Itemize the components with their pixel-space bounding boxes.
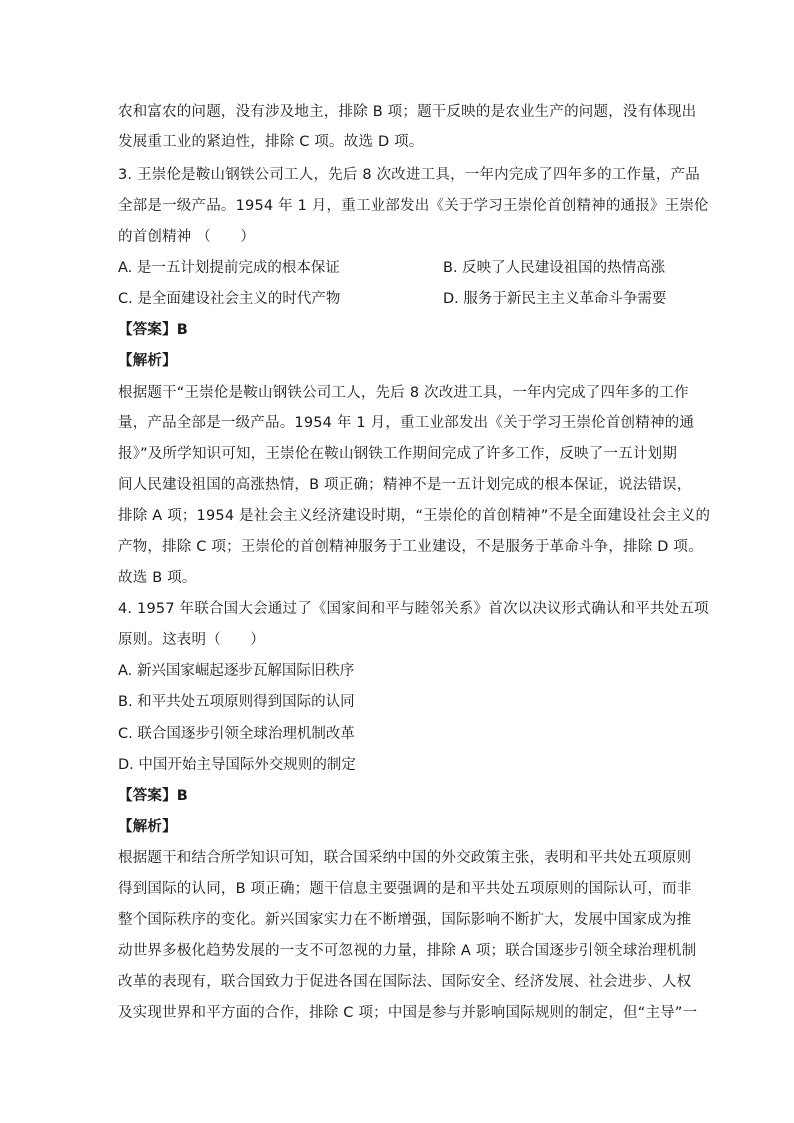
q3-stem-line-3: 的首创精神 （ ） [118, 229, 256, 245]
q3-analysis-line-1: 根据题干“王崇伦是鞍山钢铁公司工人，先后 8 次改进工具，一年内完成了四年多的工作 [118, 385, 689, 401]
q3-analysis-line-2: 量，产品全部是一级产品。1954 年 1 月，重工业部发出《关于学习王崇伦首创精神的通 [118, 415, 695, 431]
q4-option-c: C. 联合国逐步引领全球治理机制改革 [118, 726, 355, 742]
q3-analysis-line-3: 报》”及所学知识可知，王崇伦在鞍山钢铁工作期间完成了许多工作，反映了一五计划期 [118, 446, 678, 462]
q4-analysis-line-6: 及实现世界和平方面的合作，排除 C 项；中国是参与并影响国际规则的制定，但“主导”一 [118, 1005, 698, 1021]
q3-analysis-line-6: 产物，排除 C 项；王崇伦的首创精神服务于工业建设，不是服务于革命斗争，排除 D 项。 [118, 539, 703, 555]
q4-analysis-line-5: 改革的表现有，联合国致力于促进各国在国际法、国际安全、经济发展、社会进步、人权 [118, 974, 692, 990]
q4-analysis-line-4: 动世界多极化趋势发展的一支不可忽视的力量，排除 A 项；联合国逐步引领全球治理机制 [118, 943, 697, 959]
q3-analysis-line-5: 排除 A 项；1954 是社会主义经济建设时期，“王崇伦的首创精神”不是全面建设社会主义的 [118, 508, 711, 524]
intro-line-1: 农和富农的问题，没有涉及地主，排除 B 项；题干反映的是农业生产的问题，没有体现出 [118, 104, 697, 120]
q3-option-d: D. 服务于新民主主义革命斗争需要 [443, 291, 667, 307]
q3-stem-line-2: 全部是一级产品。1954 年 1 月，重工业部发出《关于学习王崇伦首创精神的通报》王崇伦 [118, 198, 709, 214]
q4-option-b: B. 和平共处五项原则得到国际的认同 [118, 694, 355, 710]
q4-analysis-line-1: 根据题干和结合所学知识可知，联合国采纳中国的外交政策主张，表明和平共处五项原则 [118, 850, 692, 866]
q3-analysis-label: 【解析】 [118, 353, 177, 369]
q4-stem-line-2: 原则。这表明（ ） [118, 632, 265, 648]
q3-analysis-line-7: 故选 B 项。 [118, 570, 197, 586]
q3-option-c: C. 是全面建设社会主义的时代产物 [118, 291, 341, 307]
q3-answer: 【答案】B [118, 322, 189, 338]
q3-stem-line-1: 3. 王崇伦是鞍山钢铁公司工人，先后 8 次改进工具，一年内完成了四年多的工作量，产品 [118, 167, 700, 183]
q4-analysis-line-2: 得到国际的认同，B 项正确；题干信息主要强调的是和平共处五项原则的国际认可，而非 [118, 881, 692, 897]
q3-analysis-line-4: 间人民建设祖国的高涨热情，B 项正确；精神不是一五计划完成的根本保证，说法错误， [118, 477, 692, 493]
q3-option-a: A. 是一五计划提前完成的根本保证 [118, 260, 340, 276]
q4-option-d: D. 中国开始主导国际外交规则的制定 [118, 757, 356, 773]
q4-answer: 【答案】B [118, 788, 189, 804]
q4-analysis-label: 【解析】 [118, 819, 177, 835]
q4-stem-line-1: 4. 1957 年联合国大会通过了《国家间和平与睦邻关系》首次以决议形式确认和平共处五项 [118, 601, 709, 617]
q3-option-b: B. 反映了人民建设祖国的热情高涨 [443, 260, 666, 276]
intro-line-2: 发展重工业的紧迫性，排除 C 项。故选 D 项。 [118, 134, 424, 150]
q4-analysis-line-3: 整个国际秩序的变化。新兴国家实力在不断增强，国际影响不断扩大，发展中国家成为推 [118, 912, 692, 928]
q4-option-a: A. 新兴国家崛起逐步瓦解国际旧秩序 [118, 663, 355, 679]
